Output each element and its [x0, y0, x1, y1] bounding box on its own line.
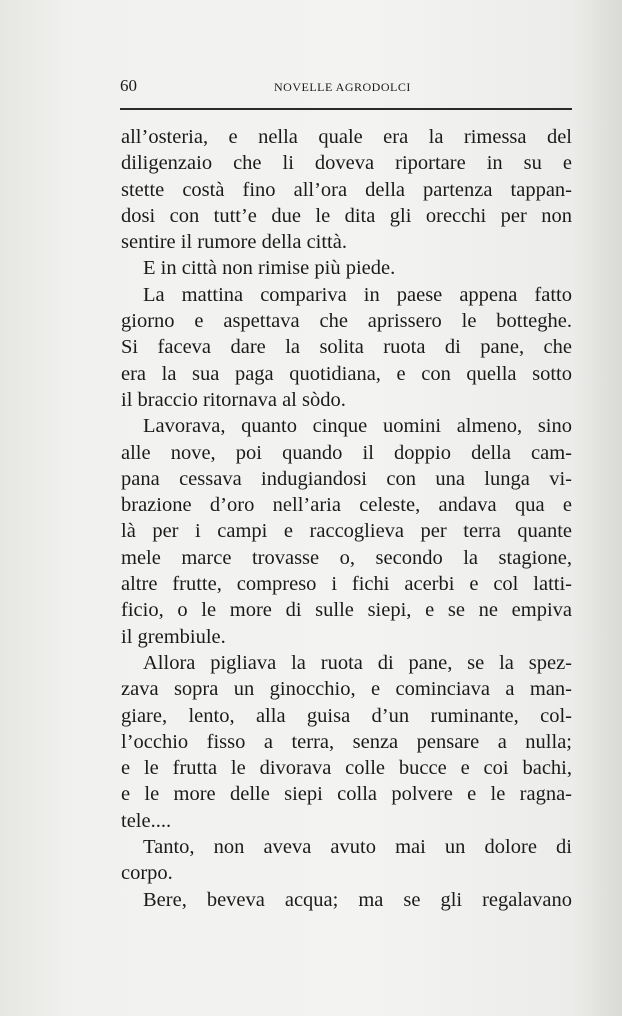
text-line: era la sua paga quotidiana, e con quella sotto	[121, 362, 572, 385]
page-number: 60	[120, 76, 137, 95]
text-line: alle nove, poi quando il doppio della cam-	[121, 441, 572, 464]
text-line: zava sopra un ginocchio, e cominciava a man-	[121, 678, 572, 701]
text-line: Tanto, non aveva avuto mai un dolore di	[143, 836, 572, 859]
text-line: diligenzaio che li doveva riportare in su e	[121, 152, 572, 175]
text-line: e le frutta le divorava colle bucce e coi bachi,	[121, 757, 572, 780]
text-line: tele....	[121, 809, 172, 832]
text-line: corpo.	[121, 862, 173, 885]
text-line: E in città non rimise più piede.	[143, 257, 396, 280]
text-line: pana cessava indugiandosi con una lunga vi-	[121, 467, 572, 490]
text-line: il braccio ritornava al sòdo.	[121, 388, 346, 411]
text-line: La mattina compariva in paese appena fatto	[143, 283, 572, 306]
text-line: giorno e aspettava che aprissero le botteghe.	[121, 310, 572, 333]
text-line: sentire il rumore della città.	[121, 231, 347, 254]
page-header	[120, 76, 572, 100]
body-text	[121, 124, 572, 913]
text-line: l’occhio fisso a terra, senza pensare a nulla;	[121, 730, 572, 753]
text-line: Lavorava, quanto cinque uomini almeno, sino	[143, 415, 572, 438]
text-line: e le more delle siepi colla polvere e le ragna-	[121, 783, 572, 806]
text-line: dosi con tutt’e due le dita gli orecchi per non	[121, 204, 572, 227]
running-title: NOVELLE AGRODOLCI	[274, 80, 411, 94]
text-line: Bere, beveva acqua; ma se gli regalavano	[143, 888, 572, 911]
text-line: Allora pigliava la ruota di pane, se la spez-	[143, 651, 572, 674]
header-rule	[120, 108, 572, 110]
text-line: altre frutte, compreso i fichi acerbi e col latti-	[121, 573, 572, 596]
text-line: Si faceva dare la solita ruota di pane, che	[121, 336, 572, 359]
text-line: là per i campi e raccoglieva per terra quante	[121, 520, 572, 543]
text-line: mele marce trovasse o, secondo la stagione,	[121, 546, 572, 569]
text-line: ficio, o le more di sulle siepi, e se ne empiva	[121, 599, 572, 622]
text-line: giare, lento, alla guisa d’un ruminante, col-	[121, 704, 572, 727]
text-line: brazione d’oro nell’aria celeste, andava qua e	[121, 494, 572, 517]
text-line: stette costà fino all’ora della partenza tappan-	[121, 178, 572, 201]
text-line: il grembiule.	[121, 625, 226, 648]
text-line: all’osteria, e nella quale era la rimessa del	[121, 126, 572, 148]
